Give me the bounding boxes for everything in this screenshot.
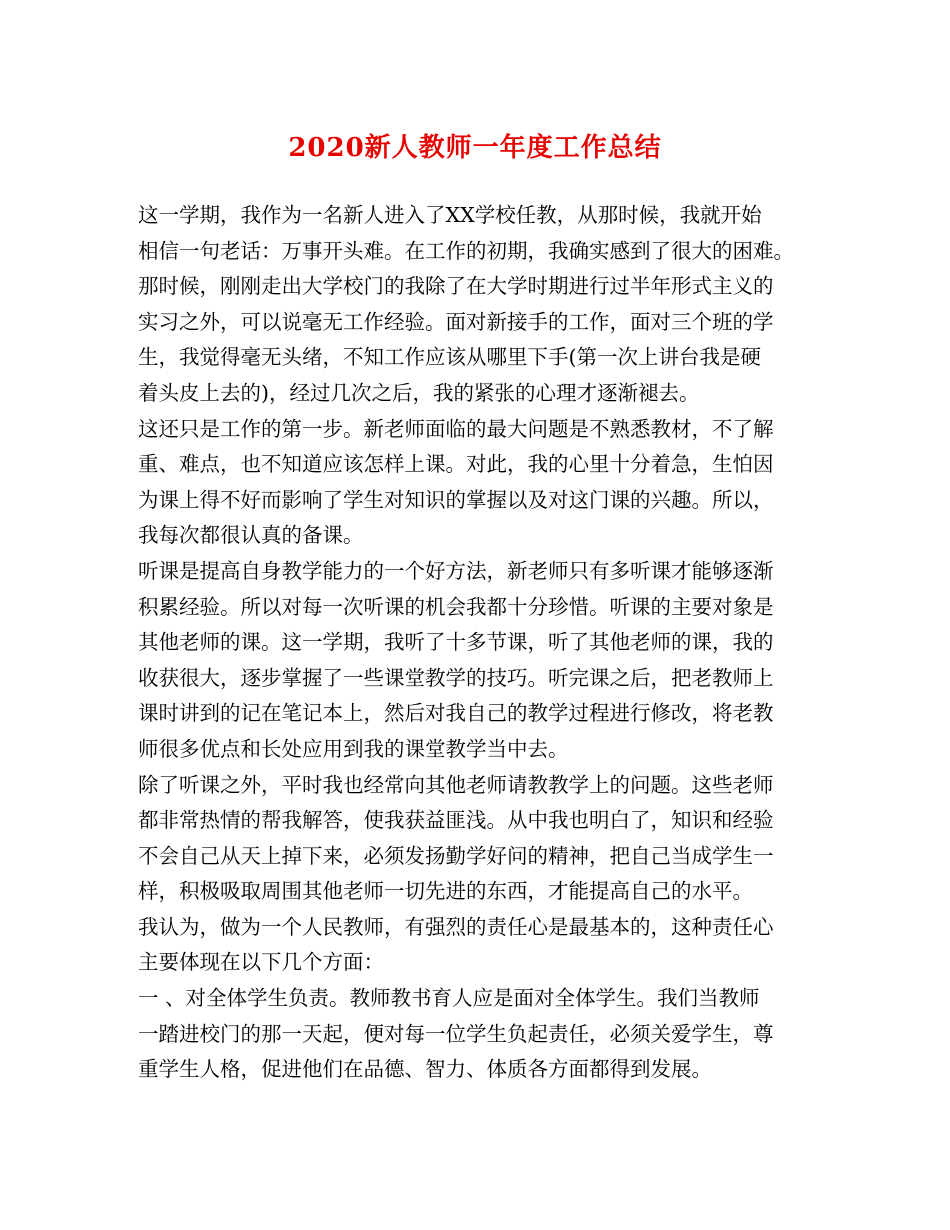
text-line: 积累经验。所以对每一次听课的机会我都十分珍惜。听课的主要对象是 xyxy=(138,594,774,619)
text-line: 主要体现在以下几个方面： xyxy=(138,950,384,975)
text-line: 我每次都很认真的备课。 xyxy=(138,523,364,548)
text-line: 着头皮上去的)，经过几次之后，我的紧张的心理才逐渐褪去。 xyxy=(138,380,700,405)
text-line: 听课是提高自身教学能力的一个好方法，新老师只有多听课才能够逐渐 xyxy=(138,558,774,583)
text-line: 不会自己从天上掉下来，必须发扬勤学好问的精神，把自己当成学生一 xyxy=(138,843,774,868)
text-line: 其他老师的课。这一学期，我听了十多节课，听了其他老师的课，我的 xyxy=(138,630,774,655)
text-line: 一踏进校门的那一天起，便对每一位学生负起责任，必须关爱学生，尊 xyxy=(138,1021,774,1046)
text-line: 除了听课之外，平时我也经常向其他老师请教教学上的问题。这些老师 xyxy=(138,772,774,797)
text-line: 为课上得不好而影响了学生对知识的掌握以及对这门课的兴趣。所以， xyxy=(138,487,774,512)
text-line: 生，我觉得毫无头绪，不知工作应该从哪里下手(第一次上讲台我是硬 xyxy=(138,345,761,370)
text-line: 这还只是工作的第一步。新老师面临的最大问题是不熟悉教材，不了解 xyxy=(138,416,774,441)
text-line: 实习之外，可以说毫无工作经验。面对新接手的工作，面对三个班的学 xyxy=(138,309,774,334)
text-line: 相信一句老话：万事开头难。在工作的初期，我确实感到了很大的困难。 xyxy=(138,238,794,263)
text-line: 一 、对全体学生负责。教师教书育人应是面对全体学生。我们当教师 xyxy=(138,986,760,1011)
text-line: 师很多优点和长处应用到我的课堂教学当中去。 xyxy=(138,736,569,761)
text-line: 收获很大，逐步掌握了一些课堂教学的技巧。听完课之后，把老教师上 xyxy=(138,665,774,690)
document-title: 2020新人教师一年度工作总结 xyxy=(288,133,662,163)
text-line: 样，积极吸取周围其他老师一切先进的东西，才能提高自己的水平。 xyxy=(138,879,753,904)
text-line: 重、难点，也不知道应该怎样上课。对此，我的心里十分着急，生怕因 xyxy=(138,452,774,477)
text-line: 都非常热情的帮我解答，使我获益匪浅。从中我也明白了，知识和经验 xyxy=(138,808,774,833)
document-body xyxy=(138,198,818,1088)
text-line: 重学生人格，促进他们在品德、智力、体质各方面都得到发展。 xyxy=(138,1057,712,1082)
text-line: 这一学期，我作为一名新人进入了XX学校任教，从那时候，我就开始 xyxy=(138,203,762,227)
text-line: 那时候，刚刚走出大学校门的我除了在大学时期进行过半年形式主义的 xyxy=(138,274,774,299)
text-line: 课时讲到的记在笔记本上，然后对我自己的教学过程进行修改，将老教 xyxy=(138,701,774,726)
text-line: 我认为，做为一个人民教师，有强烈的责任心是最基本的，这种责任心 xyxy=(138,914,774,939)
